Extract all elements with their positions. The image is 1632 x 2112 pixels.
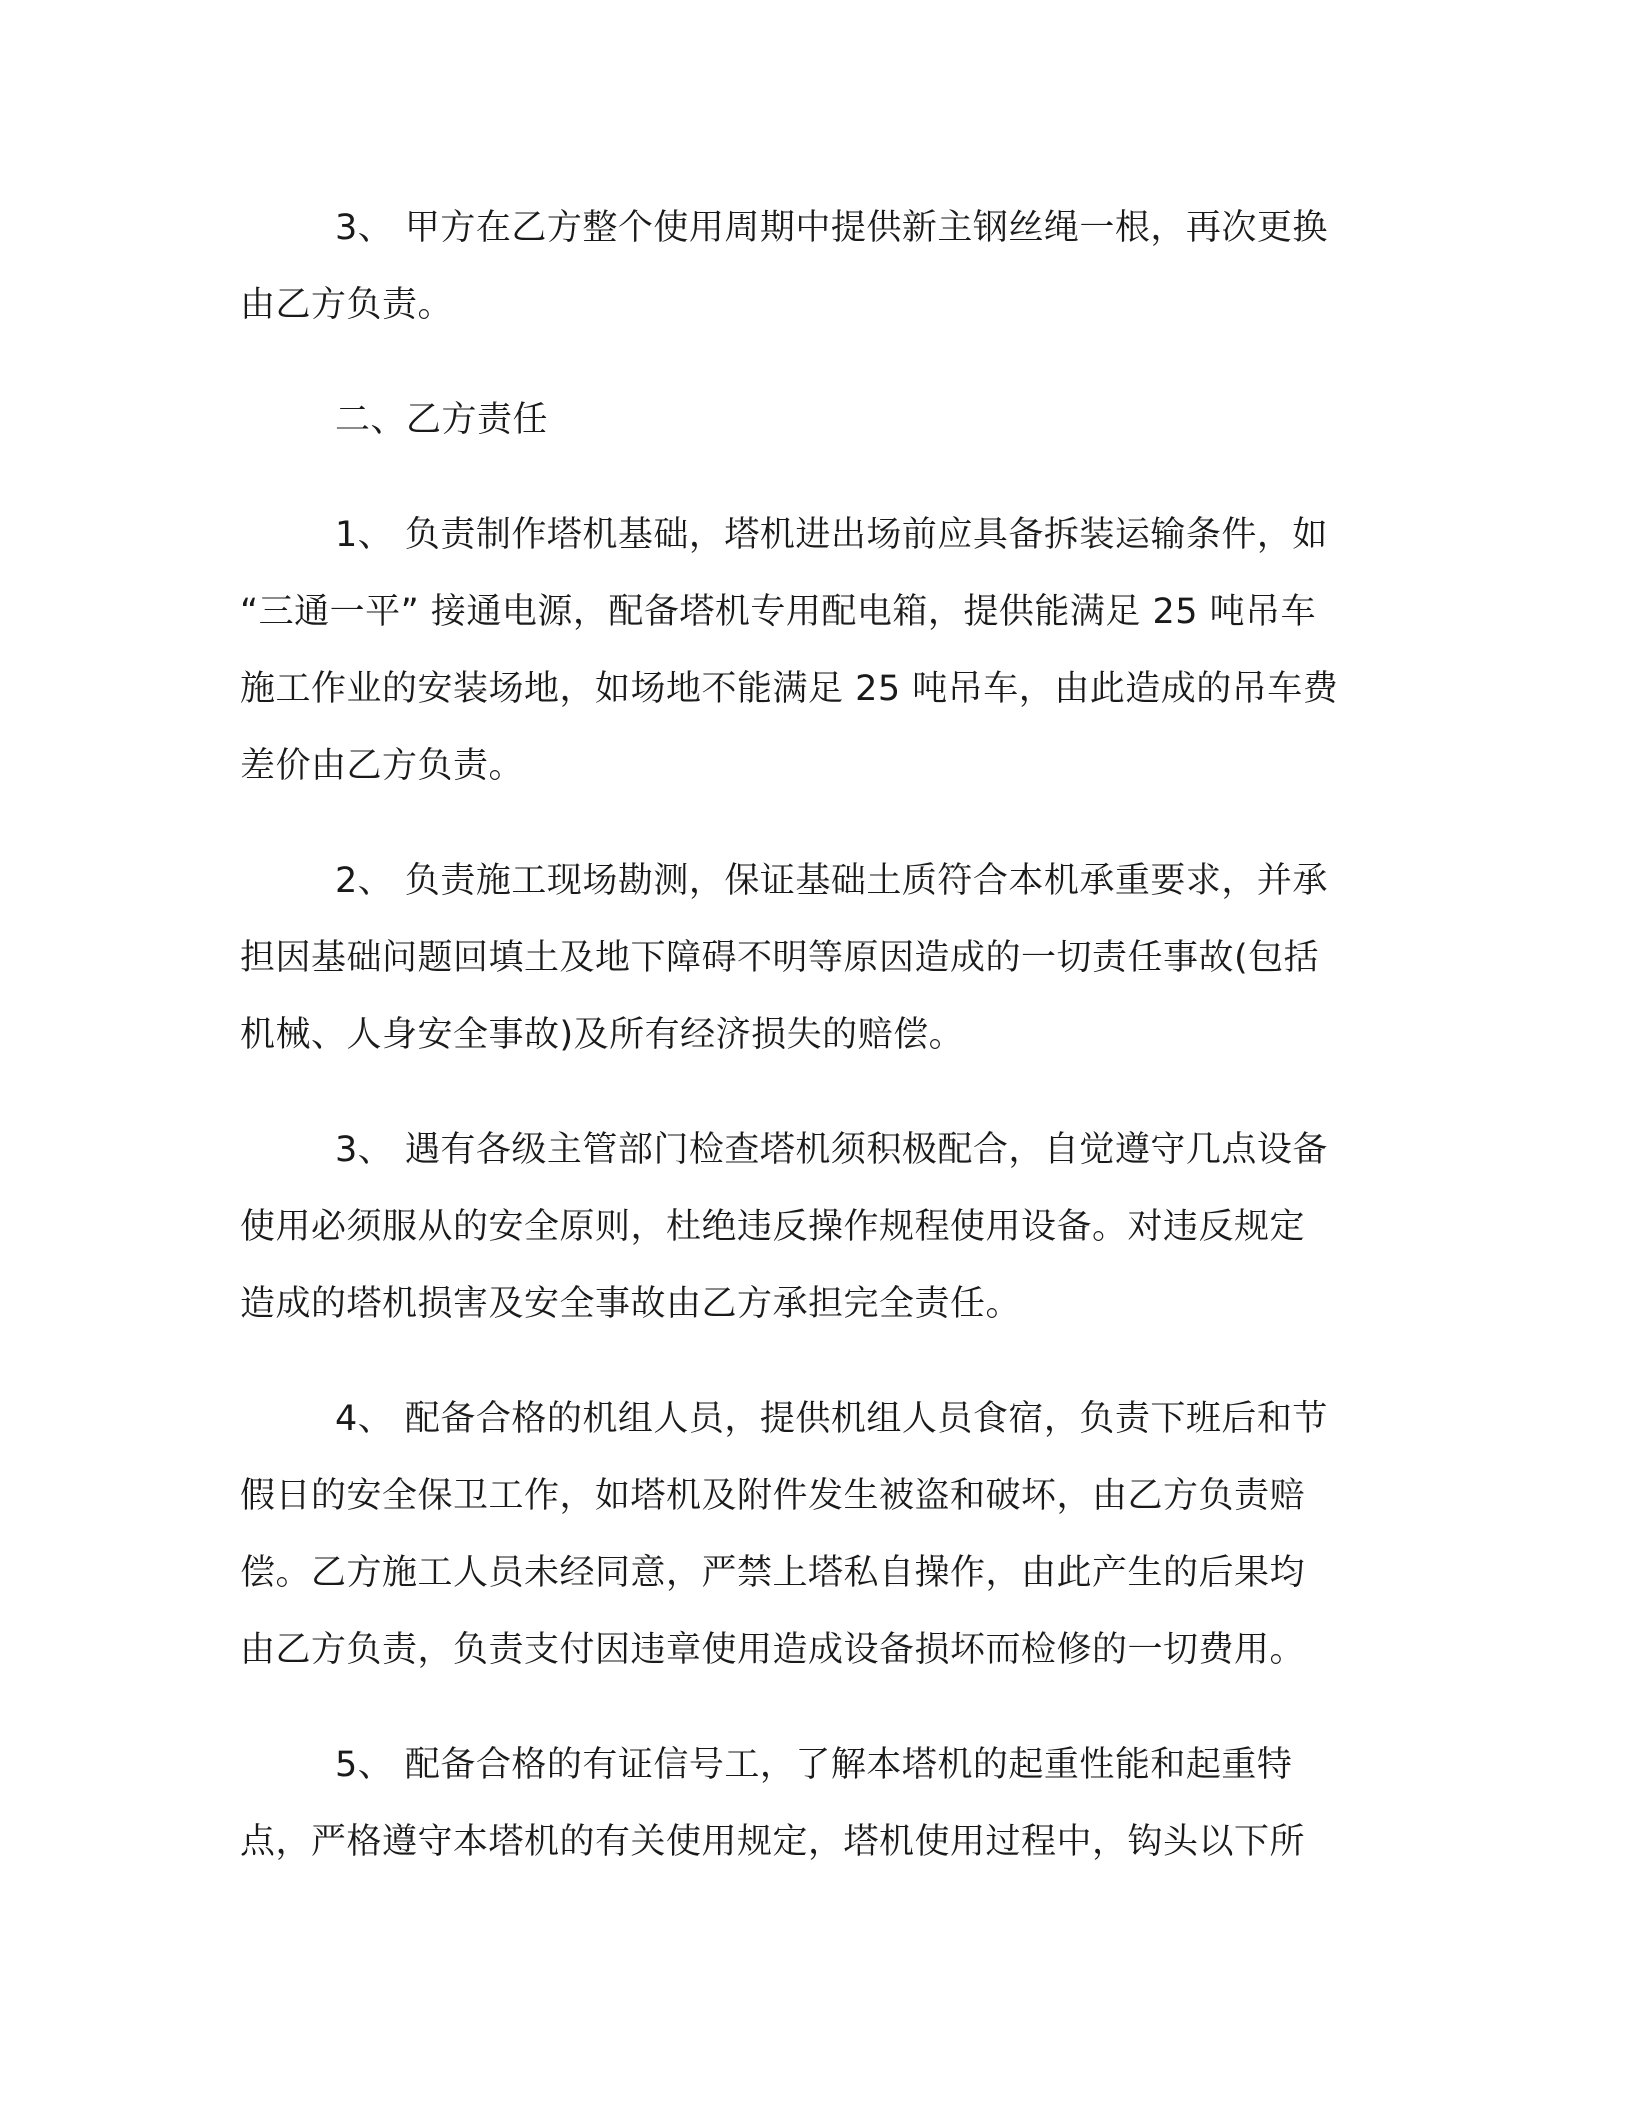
paragraph-party-b-4 bbox=[240, 1381, 1392, 1689]
text-line: 使用必须服从的安全原则，杜绝违反操作规程使用设备。对违反规定 bbox=[240, 1207, 1306, 1247]
text-line: 差价由乙方负责。 bbox=[240, 746, 525, 786]
text-line: 5、 配备合格的有证信号工，了解本塔机的起重性能和起重特 bbox=[335, 1745, 1293, 1785]
paragraph-party-b-5 bbox=[240, 1727, 1392, 1881]
text-line: 3、 甲方在乙方整个使用周期中提供新主钢丝绳一根，再次更换 bbox=[335, 208, 1328, 248]
paragraph-party-b-2 bbox=[240, 843, 1392, 1074]
text-line: 3、 遇有各级主管部门检查塔机须积极配合，自觉遵守几点设备 bbox=[335, 1130, 1328, 1170]
text-line: “三通一平” 接通电源，配备塔机专用配电箱，提供能满足 25 吨吊车 bbox=[240, 592, 1317, 632]
paragraph-party-a-3 bbox=[240, 190, 1392, 344]
text-line: 担因基础问题回填土及地下障碍不明等原因造成的一切责任事故(包括 bbox=[240, 938, 1320, 978]
text-line: 4、 配备合格的机组人员，提供机组人员食宿，负责下班后和节 bbox=[335, 1399, 1328, 1439]
text-line: 由乙方负责。 bbox=[240, 285, 454, 325]
text-line: 偿。乙方施工人员未经同意，严禁上塔私自操作，由此产生的后果均 bbox=[240, 1553, 1306, 1593]
text-line: 1、 负责制作塔机基础，塔机进出场前应具备拆装运输条件，如 bbox=[335, 515, 1328, 555]
text-line: 2、 负责施工现场勘测，保证基础土质符合本机承重要求，并承 bbox=[335, 861, 1328, 901]
text-line: 造成的塔机损害及安全事故由乙方承担完全责任。 bbox=[240, 1284, 1022, 1324]
text-line: 点，严格遵守本塔机的有关使用规定，塔机使用过程中，钩头以下所 bbox=[240, 1822, 1306, 1862]
text-line: 施工作业的安装场地，如场地不能满足 25 吨吊车，由此造成的吊车费 bbox=[240, 669, 1339, 709]
text-line: 由乙方负责，负责支付因违章使用造成设备损坏而检修的一切费用。 bbox=[240, 1630, 1306, 1670]
heading-text: 二、乙方责任 bbox=[335, 400, 549, 440]
paragraph-party-b-3 bbox=[240, 1112, 1392, 1343]
section-heading bbox=[240, 382, 1392, 459]
paragraph-party-b-1 bbox=[240, 497, 1392, 805]
document-page bbox=[240, 190, 1392, 1919]
text-line: 假日的安全保卫工作，如塔机及附件发生被盗和破坏，由乙方负责赔 bbox=[240, 1476, 1306, 1516]
text-line: 机械、人身安全事故)及所有经济损失的赔偿。 bbox=[240, 1015, 965, 1055]
